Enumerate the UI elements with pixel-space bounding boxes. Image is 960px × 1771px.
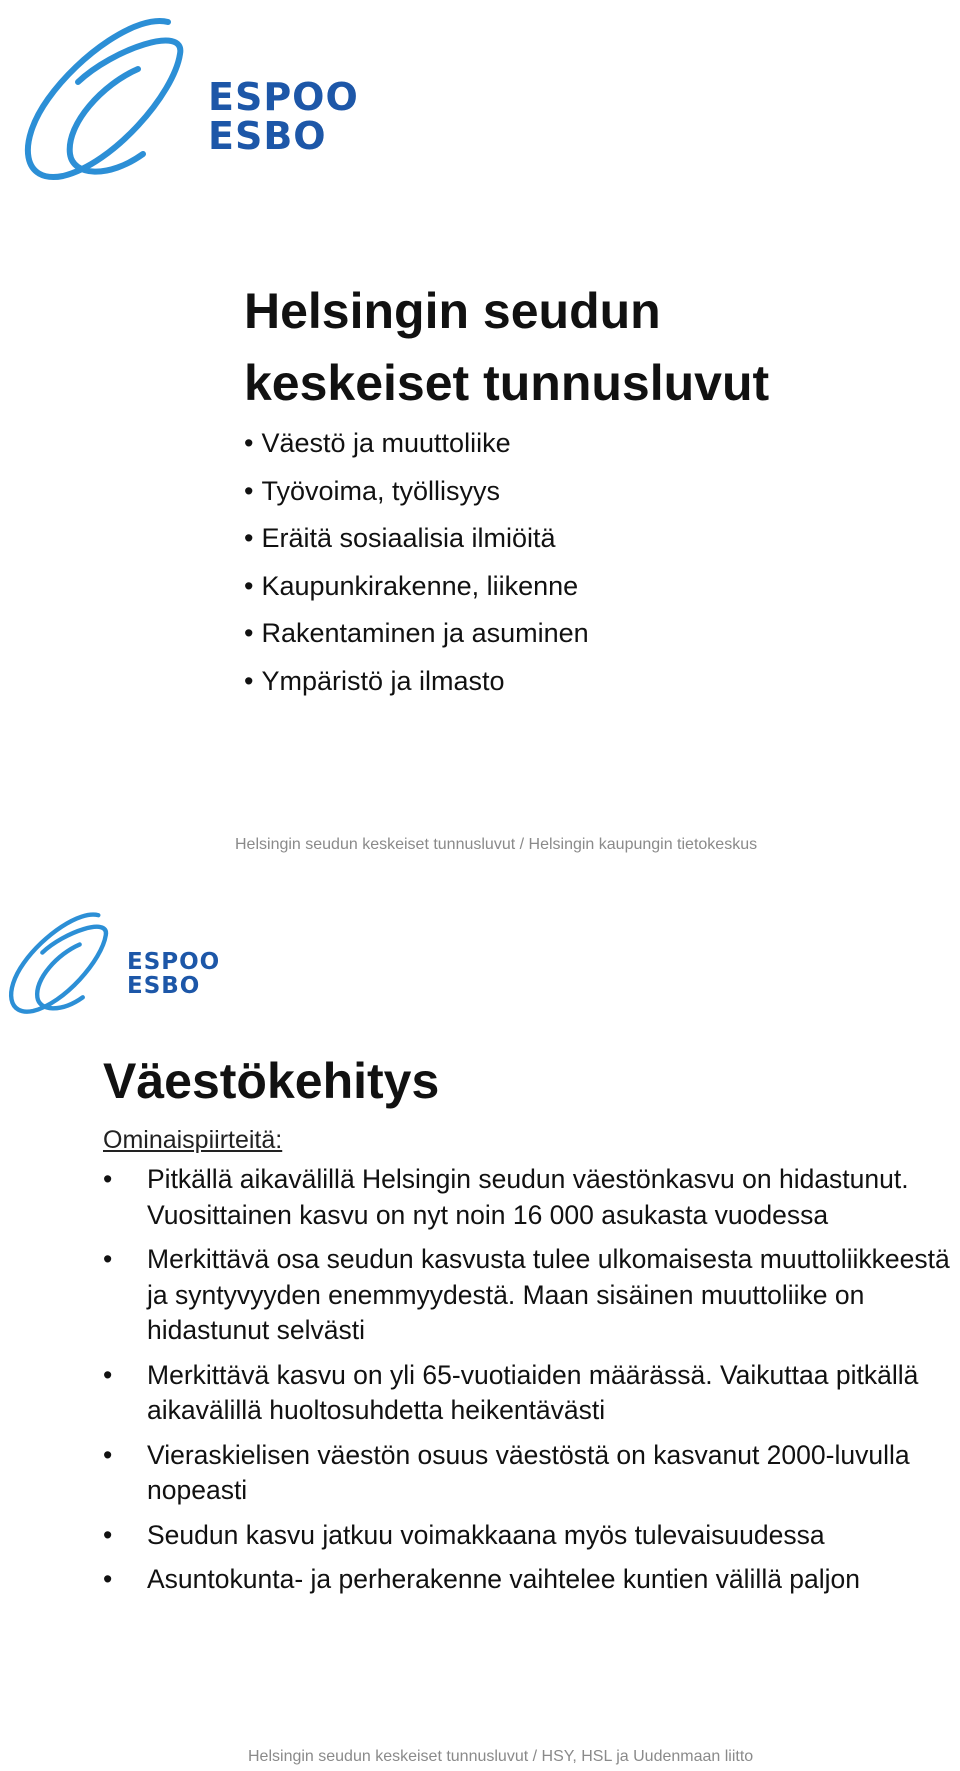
topic-item: • Kaupunkirakenne, liikenne xyxy=(244,563,589,611)
topic-item: • Eräitä sosiaalisia ilmiöitä xyxy=(244,515,589,563)
topic-item: • Työvoima, työllisyys xyxy=(244,468,589,516)
slide2-title: Väestökehitys xyxy=(103,1053,440,1109)
espoo-logo xyxy=(18,4,358,184)
characteristics-list xyxy=(103,1162,955,1607)
topic-item: • Ympäristö ja ilmasto xyxy=(244,658,589,706)
slide1-title xyxy=(244,275,924,419)
slide1-footer: Helsingin seudun keskeiset tunnusluvut / Helsingin kaupungin tietokeskus xyxy=(235,836,758,853)
logo-text-esbo: ESBO xyxy=(208,114,327,158)
list-item: • Seudun kasvu jatkuu voimakkaana myös tulevaisuudessa xyxy=(103,1518,955,1554)
logo-text-espoo: ESPOO xyxy=(127,949,221,975)
espoo-ring-icon xyxy=(18,4,198,184)
espoo-ring-icon xyxy=(5,904,117,1016)
list-item: • Pitkällä aikavälillä Helsingin seudun väestönkasvu on hidastunut. Vuosittainen kasvu on nyt noin 16 000 asukasta vuodessa xyxy=(103,1162,955,1233)
slide2-subtitle: Ominaispiirteitä: xyxy=(103,1126,283,1154)
slide2-footer: Helsingin seudun keskeiset tunnusluvut / HSY, HSL ja Uudenmaan liitto xyxy=(248,1748,754,1765)
topic-list xyxy=(244,420,589,705)
slide1-title-line2: keskeiset tunnusluvut xyxy=(244,355,770,411)
slide1-title-line1: Helsingin seudun xyxy=(244,283,661,339)
logo-text-esbo: ESBO xyxy=(127,973,201,999)
list-item: • Merkittävä osa seudun kasvusta tulee ulkomaisesta muuttoliikkeestä ja syntyvyyden enemmyydestä. Maan sisäinen muuttoliike on hidastunut selvästi xyxy=(103,1242,955,1349)
list-item: • Vieraskielisen väestön osuus väestöstä on kasvanut 2000-luvulla nopeasti xyxy=(103,1438,955,1509)
topic-item: • Rakentaminen ja asuminen xyxy=(244,610,589,658)
espoo-logo xyxy=(5,904,225,1016)
topic-item: • Väestö ja muuttoliike xyxy=(244,420,589,468)
logo-text-espoo: ESPOO xyxy=(208,75,359,119)
list-item: • Merkittävä kasvu on yli 65-vuotiaiden määrässä. Vaikuttaa pitkällä aikavälillä huoltosuhdetta heikentävästi xyxy=(103,1358,955,1429)
list-item: • Asuntokunta- ja perherakenne vaihtelee kuntien välillä paljon xyxy=(103,1562,955,1598)
